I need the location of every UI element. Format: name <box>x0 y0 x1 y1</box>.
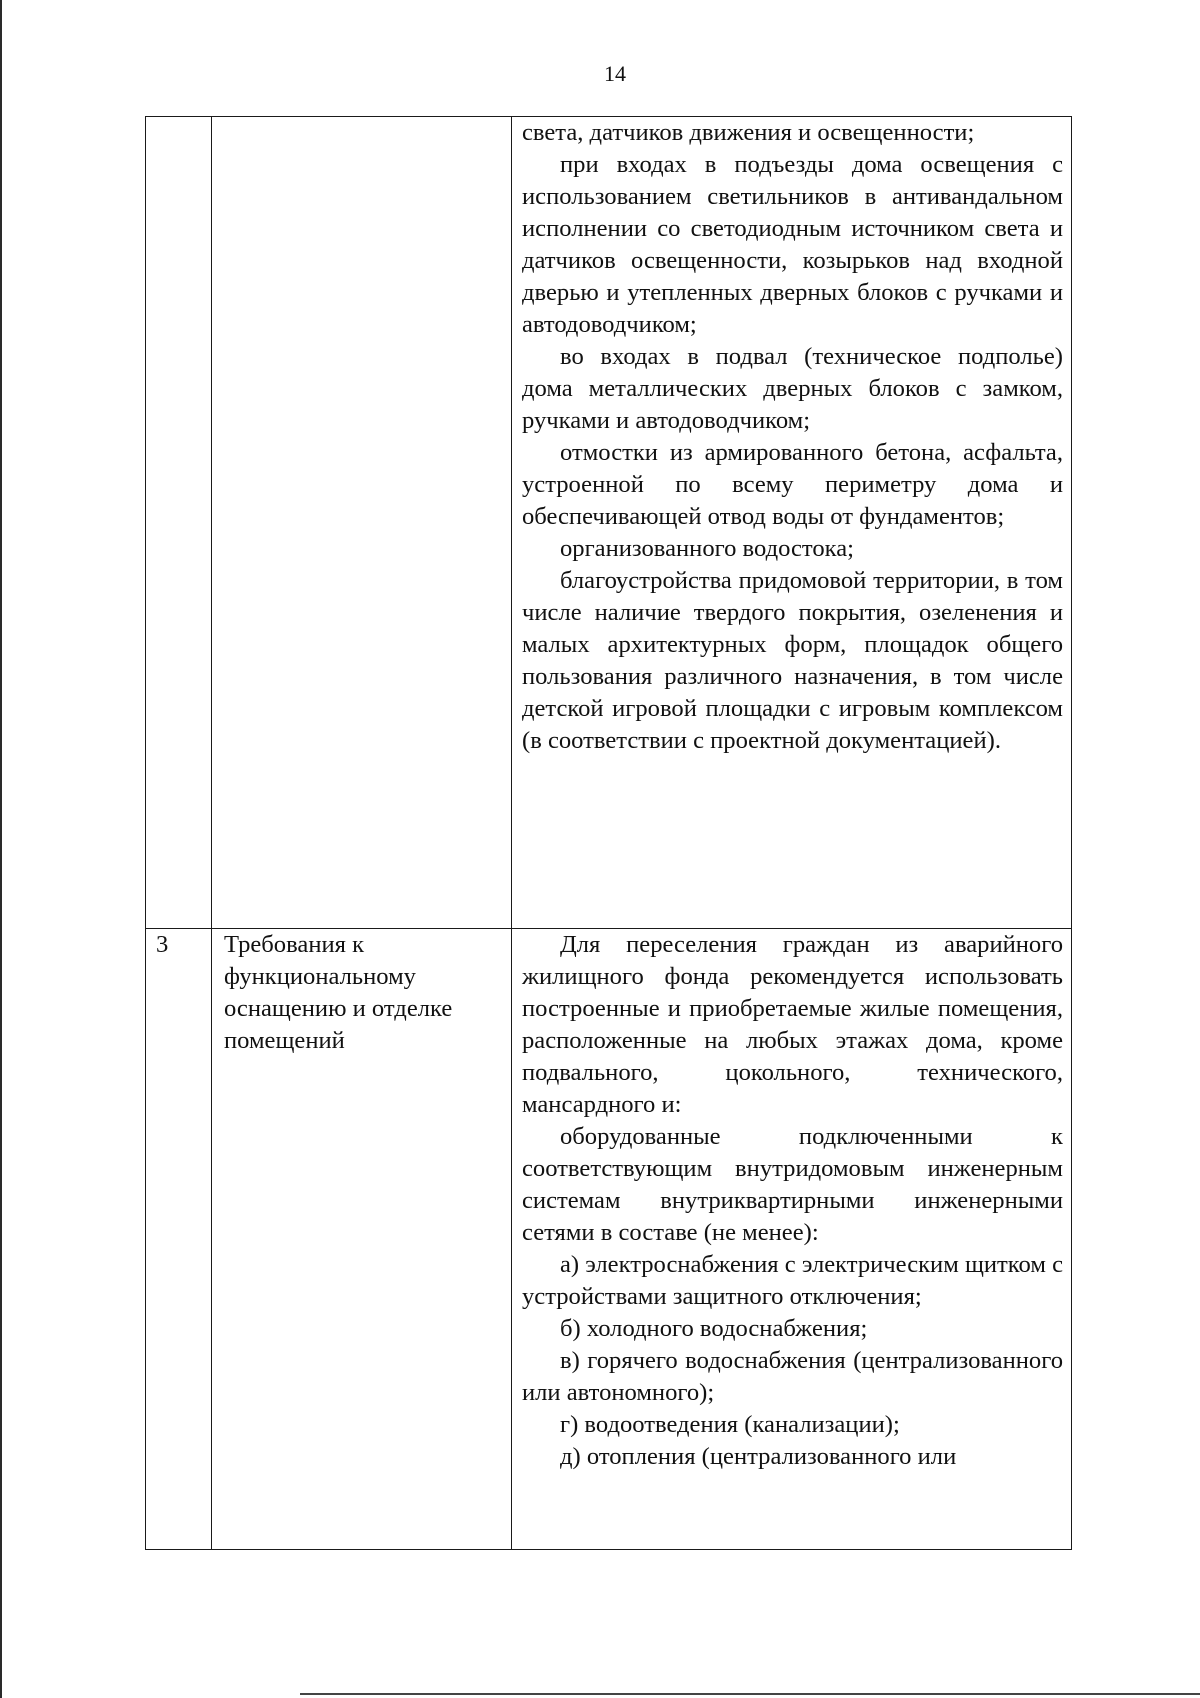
requirement-description-cell <box>512 929 1072 1550</box>
description-paragraph: благоустройства придомовой территории, в том числе наличие твердого покрытия, озеленения и малых архитектурных форм, площадок общего пользования различного назначения, в том числе детской игровой площадки с игровым комплексом (в соответствии с проектной документацией). <box>522 567 1063 754</box>
description-paragraph: света, датчиков движения и освещенности; <box>522 119 975 146</box>
requirement-name-cell <box>212 929 512 1550</box>
requirement-name: Требования к функциональному оснащению и отделке помещений <box>224 931 453 1054</box>
description-paragraph: организованного водостока; <box>560 535 854 562</box>
page-number: 14 <box>604 61 626 86</box>
table-row <box>146 929 1072 1550</box>
requirements-table <box>145 116 1072 1550</box>
description-paragraph: в) горячего водоснабжения (централизованного или автономного); <box>522 1347 1063 1406</box>
scan-bottom-edge <box>300 1693 1200 1695</box>
description-paragraph: а) электроснабжения с электрическим щитком с устройствами защитного отключения; <box>522 1251 1063 1310</box>
requirement-name-cell <box>212 117 512 929</box>
requirement-description-cell <box>512 117 1072 929</box>
row-number-cell <box>146 117 212 929</box>
description-paragraph: при входах в подъезды дома освещения с использованием светильников в антивандальном исполнении со светодиодным источником света и датчиков освещенности, козырьков над входной дверью и утепленных дверных блоков с ручками и автодоводчиком; <box>522 151 1063 338</box>
row-number: 3 <box>156 931 169 958</box>
description-paragraph: во входах в подвал (техническое подполье) дома металлических дверных блоков с замком, ручками и автодоводчиком; <box>522 343 1063 434</box>
description-paragraph: г) водоотведения (канализации); <box>560 1411 900 1438</box>
description-paragraph: оборудованные подключенными к соответствующим внутридомовым инженерным системам внутриквартирными инженерными сетями в составе (не менее): <box>522 1123 1063 1246</box>
table-row <box>146 117 1072 929</box>
description-paragraph: отмостки из армированного бетона, асфальта, устроенной по всему периметру дома и обеспечивающей отвод воды от фундаментов; <box>522 439 1063 530</box>
description-paragraph: Для переселения граждан из аварийного жилищного фонда рекомендуется использовать построенные и приобретаемые жилые помещения, расположенные на любых этажах дома, кроме подвального, цокольного, технического, мансардного и: <box>522 931 1063 1118</box>
description-paragraph: б) холодного водоснабжения; <box>560 1315 868 1342</box>
description-paragraph: д) отопления (централизованного или <box>560 1443 957 1470</box>
scan-left-edge <box>0 0 2 1698</box>
row-number-cell <box>146 929 212 1550</box>
